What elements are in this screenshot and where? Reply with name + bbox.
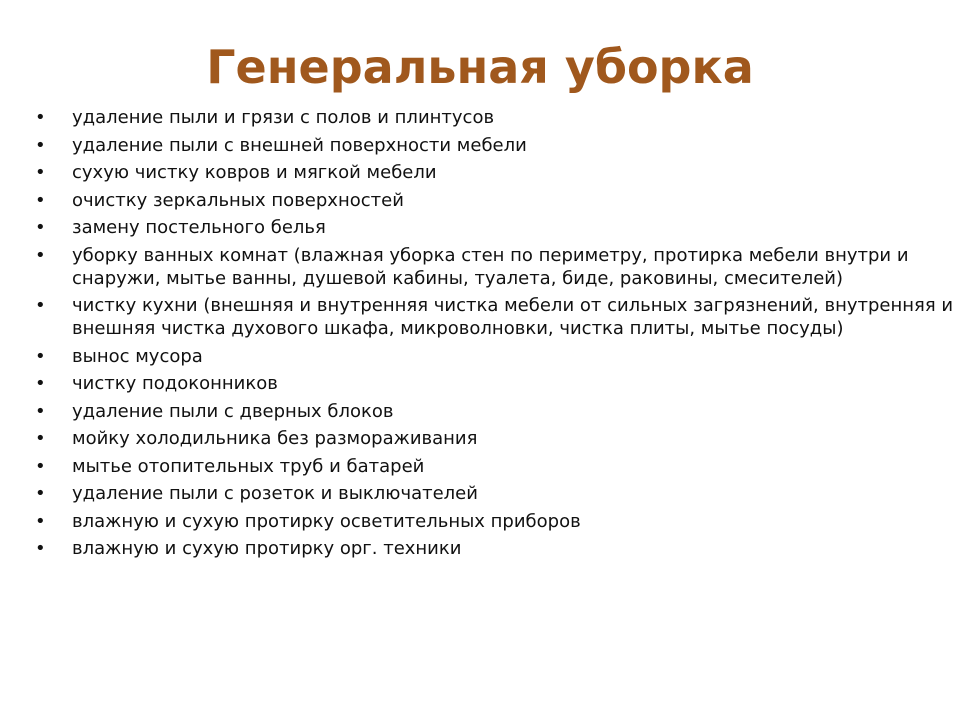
- bullet-dot-icon: •: [35, 295, 46, 316]
- bullet-dot-icon: •: [35, 428, 46, 449]
- bullet-dot-icon: •: [35, 107, 46, 128]
- bullet-text: влажную и сухую протирку орг. техники: [72, 538, 462, 559]
- bullet-item: [35, 189, 955, 212]
- bullet-text: удаление пыли с розеток и выключателей: [72, 483, 478, 504]
- bullet-item: [35, 510, 955, 533]
- bullet-item: [35, 455, 955, 478]
- bullet-item: [35, 134, 955, 157]
- bullet-dot-icon: •: [35, 345, 46, 367]
- bullet-item: [35, 294, 955, 340]
- bullet-item: [35, 244, 955, 290]
- bullet-dot-icon: •: [35, 538, 46, 559]
- bullet-text: замену постельного белья: [72, 217, 326, 238]
- bullet-text: влажную и сухую протирку осветительных приборов: [72, 510, 581, 532]
- bullet-dot-icon: •: [35, 510, 46, 532]
- bullet-item: [35, 345, 955, 368]
- bullet-dot-icon: •: [35, 455, 46, 477]
- bullet-dot-icon: •: [35, 373, 46, 394]
- bullet-item: [35, 400, 955, 423]
- bullet-dot-icon: •: [35, 400, 46, 422]
- bullet-dot-icon: •: [35, 134, 46, 156]
- bullet-item: [35, 106, 955, 129]
- bullet-text: мойку холодильника без размораживания: [72, 428, 478, 449]
- bullet-text: вынос мусора: [72, 345, 203, 367]
- bullet-text: очистку зеркальных поверхностей: [72, 189, 404, 211]
- bullet-text: удаление пыли с дверных блоков: [72, 400, 394, 422]
- bullet-text: удаление пыли с внешней поверхности мебели: [72, 134, 527, 156]
- bullet-dot-icon: •: [35, 162, 46, 183]
- bullet-text: уборку ванных комнат (влажная уборка стен по периметру, протирка мебели внутри и снаружи, мытье ванны, душевой кабины, туалета, биде, раковины, смесителей): [72, 244, 909, 289]
- bullet-text: мытье отопительных труб и батарей: [72, 455, 425, 477]
- slide-title: Генеральная уборка: [206, 40, 754, 94]
- bullet-item: [35, 161, 955, 184]
- bullet-text: чистку кухни (внешняя и внутренняя чистка мебели от сильных загрязнений, внутренняя и внешняя чистка духового шкафа, микроволновки, чистка плиты, мытье посуды): [72, 295, 954, 339]
- bullet-item: [35, 537, 955, 560]
- bullet-list: [35, 106, 955, 565]
- bullet-text: удаление пыли и грязи с полов и плинтусов: [72, 107, 495, 128]
- bullet-item: [35, 216, 955, 239]
- bullet-item: [35, 372, 955, 395]
- bullet-dot-icon: •: [35, 217, 46, 238]
- bullet-item: [35, 482, 955, 505]
- bullet-item: [35, 427, 955, 450]
- bullet-dot-icon: •: [35, 483, 46, 504]
- bullet-dot-icon: •: [35, 189, 46, 211]
- bullet-dot-icon: •: [35, 244, 46, 266]
- bullet-text: чистку подоконников: [72, 373, 278, 394]
- bullet-text: сухую чистку ковров и мягкой мебели: [72, 162, 437, 183]
